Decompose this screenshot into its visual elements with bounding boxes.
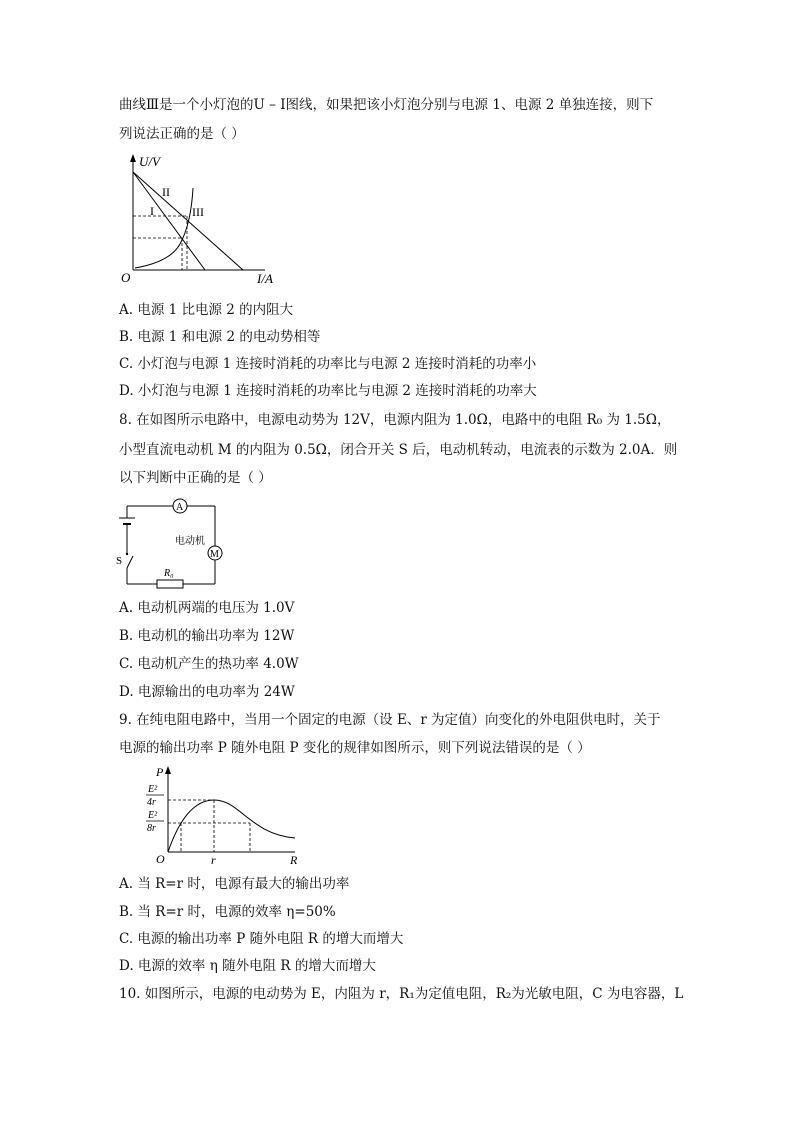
q9-max-numerator: E² xyxy=(148,784,158,795)
q10-stem-line1: 10. 如图所示，电源的电动势为 E，内阻为 r，R₁为定值电阻，R₂为光敏电阻，C 为电容器，L xyxy=(119,986,684,1002)
q8-option-d: D. 电源输出的电功率为 24W xyxy=(119,684,295,700)
q8-circuit-diagram xyxy=(115,494,225,589)
q9-low-denominator: 8r xyxy=(147,823,156,834)
q8-stem-line3: 以下判断中正确的是（ ） xyxy=(119,470,272,486)
q8-switch-label: S xyxy=(116,555,123,567)
q9-max-denominator: 4r xyxy=(147,797,156,808)
q8-resistor xyxy=(157,580,183,588)
q7-stem-line1: 曲线Ⅲ是一个小灯泡的U – I图线，如果把该小灯泡分别与电源 1、电源 2 单独连接，则下 xyxy=(119,97,654,113)
q9-y-axis-arrow xyxy=(165,766,171,774)
q7-option-b: B. 电源 1 和电源 2 的电动势相等 xyxy=(119,329,321,345)
q7-option-c: C. 小灯泡与电源 1 连接时消耗的功率比与电源 2 连接时消耗的功率小 xyxy=(119,356,537,372)
q9-stem-line2: 电源的输出功率 P 随外电阻 P 变化的规律如图所示，则下列说法错误的是（ ） xyxy=(119,740,591,756)
q9-option-c: C. 电源的输出功率 P 随外电阻 R 的增大而增大 xyxy=(119,931,404,947)
q7-curve3-label: III xyxy=(192,205,204,219)
q8-motor-symbol: M xyxy=(210,549,219,560)
q7-stem-line2: 列说法正确的是（ ） xyxy=(119,126,245,142)
q8-motor-label: 电动机 xyxy=(175,536,205,547)
q8-stem-line1: 8. 在如图所示电路中，电源电动势为 12V，电源内阻为 1.0Ω，电路中的电阻 R₀ 为 1.5Ω， xyxy=(119,412,671,428)
q9-r-tick-label: r xyxy=(211,853,216,867)
q7-ui-graph xyxy=(115,152,290,290)
q7-y-axis-arrow xyxy=(130,154,136,162)
q8-switch-blade xyxy=(127,556,133,568)
q8-option-a: A. 电动机两端的电压为 1.0V xyxy=(119,600,295,616)
q8-resistor-label: R₀ xyxy=(164,568,174,579)
q8-ammeter-label: A xyxy=(176,502,184,513)
q9-pr-graph xyxy=(140,762,310,870)
q7-option-a: A. 电源 1 比电源 2 的内阻大 xyxy=(119,302,294,318)
q8-option-b: B. 电动机的输出功率为 12W xyxy=(119,628,295,644)
q9-y-label: P xyxy=(156,765,164,779)
q7-y-label: U/V xyxy=(139,154,160,169)
q8-stem-line2: 小型直流电动机 M 的内阻为 0.5Ω，闭合开关 S 后，电动机转动，电流表的示数为 2.0A．则 xyxy=(119,442,678,458)
q9-stem-line1: 9. 在纯电阻电路中，当用一个固定的电源（设 E、r 为定值）向变化的外电阻供电时，关于 xyxy=(119,712,661,728)
q9-low-numerator: E² xyxy=(148,810,158,821)
q8-option-c: C. 电动机产生的热功率 4.0W xyxy=(119,656,299,672)
q9-option-b: B. 当 R=r 时，电源的效率 η=50% xyxy=(119,904,336,920)
q9-option-a: A. 当 R=r 时，电源有最大的输出功率 xyxy=(119,876,350,892)
q8-switch-contact xyxy=(126,553,128,555)
q7-origin-label: O xyxy=(121,270,131,285)
q7-curve2-label: II xyxy=(162,185,170,199)
q9-origin-label: O xyxy=(156,852,165,866)
q9-power-curve xyxy=(168,800,295,852)
q7-curve1-label: I xyxy=(150,204,154,218)
q9-x-label: R xyxy=(290,853,298,867)
q7-x-label: I/A xyxy=(257,271,273,286)
q7-option-d: D. 小灯泡与电源 1 连接时消耗的功率比与电源 2 连接时消耗的功率大 xyxy=(119,383,537,399)
q9-option-d: D. 电源的效率 η 随外电阻 R 的增大而增大 xyxy=(119,958,376,974)
